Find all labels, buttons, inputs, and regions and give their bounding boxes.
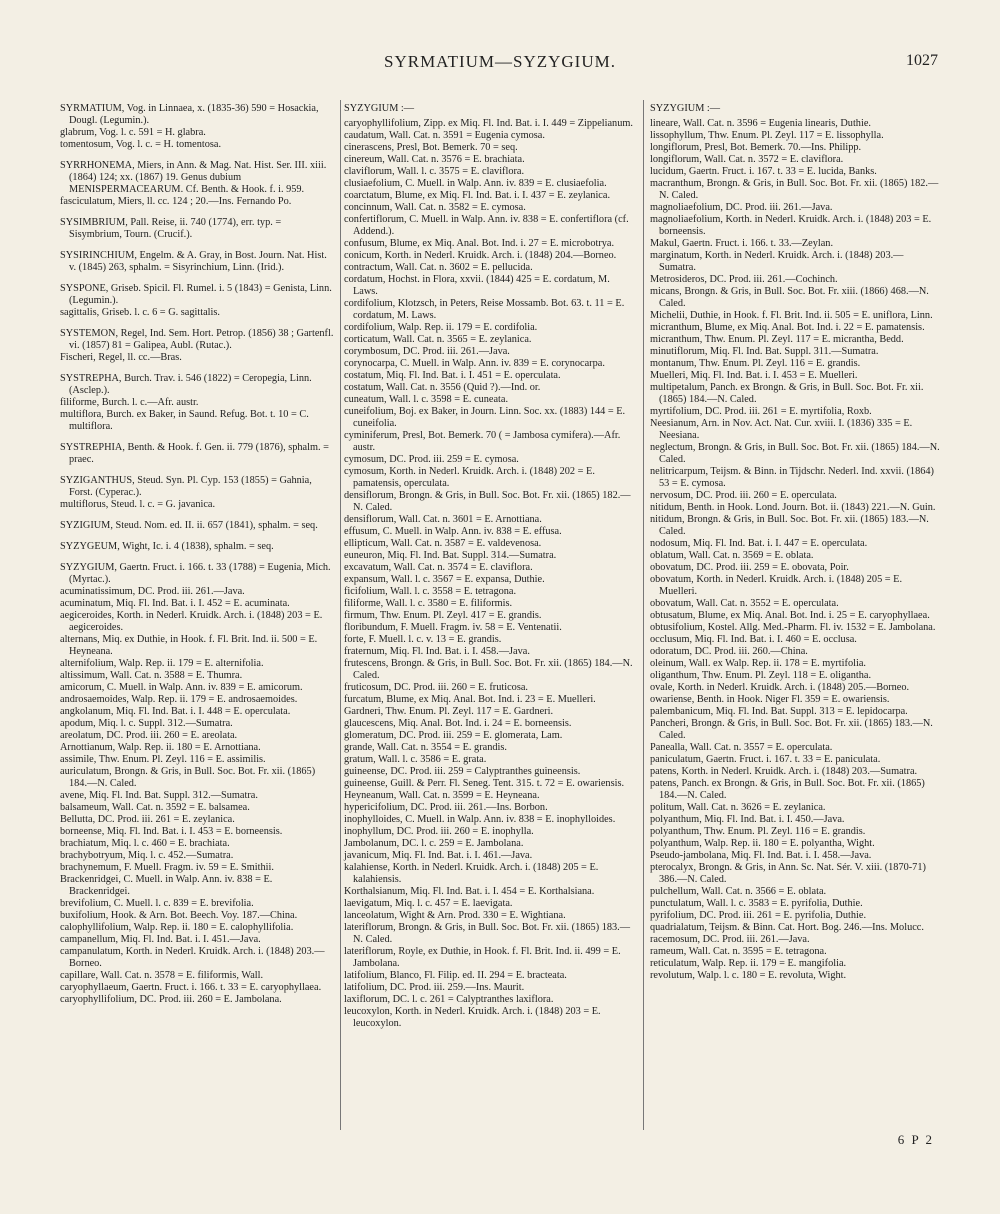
index-entry: capillare, Wall. Cat. n. 3578 = E. filiformis, Wall.	[60, 970, 264, 981]
index-entry: glaucescens, Miq. Anal. Bot. Ind. i. 24 = E. borneensis.	[344, 718, 572, 729]
index-entry: androsaemoides, Walp. Rep. ii. 179 = E. androsaemoides.	[60, 694, 298, 705]
index-entry: fasciculatum, Miers, ll. cc. 124 ; 20.—Ins. Fernando Po.	[60, 196, 292, 207]
index-entry: costatum, Wall. Cat. n. 3556 (Quid ?).—Ind. or.	[344, 382, 541, 393]
index-entry: oblatum, Wall. Cat. n. 3569 = E. oblata.	[650, 550, 814, 561]
column-middle	[344, 103, 634, 1030]
index-entry: SYZYGEUM, Wight, Ic. i. 4 (1838), sphalm. = seq.	[60, 541, 274, 552]
index-entry: patens, Korth. in Nederl. Kruidk. Arch. i. (1848) 203.—Sumatra.	[650, 766, 918, 777]
index-entry: contractum, Wall. Cat. n. 3602 = E. pellucida.	[344, 262, 533, 273]
index-entry: avene, Miq. Fl. Ind. Bat. Suppl. 312.—Sumatra.	[60, 790, 258, 801]
index-entry: SYZYGIUM :—	[650, 103, 721, 114]
index-entry: brachiatum, Miq. l. c. 460 = E. brachiata.	[60, 838, 230, 849]
index-entry: pyrifolium, DC. Prod. iii. 261 = E. pyrifolia, Duthie.	[650, 910, 867, 921]
index-entry: SYSTREPHA, Burch. Trav. i. 546 (1822) = Ceropegia, Linn. (Asclep.).	[60, 373, 312, 396]
index-entry: brachynemum, F. Muell. Fragm. iv. 59 = E. Smithii.	[60, 862, 274, 873]
index-entry: neglectum, Brongn. & Gris, in Bull. Soc. Bot. Fr. xii. (1865) 184.—N. Caled.	[650, 442, 940, 465]
index-entry: obovatum, Korth. in Nederl. Kruidk. Arch. i. (1848) 205 = E. Muelleri.	[650, 574, 903, 597]
index-entry: magnoliaefolium, Korth. in Nederl. Kruidk. Arch. i. (1848) 203 = E. borneensis.	[650, 214, 932, 237]
index-entry: areolatum, DC. Prod. iii. 260 = E. areolata.	[60, 730, 238, 741]
index-entry: inophylloides, C. Muell. in Walp. Ann. iv. 838 = E. inophylloides.	[344, 814, 616, 825]
index-entry: SYZYGIUM, Gaertn. Fruct. i. 166. t. 33 (1788) = Eugenia, Mich. (Myrtac.).	[60, 562, 331, 585]
index-entry: SYSIMBRIUM, Pall. Reise, ii. 740 (1774), err. typ. = Sisymbrium, Tourn. (Crucif.).	[60, 217, 282, 240]
index-entry: Neesianum, Arn. in Nov. Act. Nat. Cur. xviii. I. (1836) 335 = E. Neesiana.	[650, 418, 913, 441]
index-entry: Pancheri, Brongn. & Gris, in Bull. Soc. Bot. Fr. xii. (1865) 183.—N. Caled.	[650, 718, 933, 741]
index-entry: expansum, Wall. l. c. 3567 = E. expansa, Duthie.	[344, 574, 545, 585]
index-entry: caryophyllaeum, Gaertn. Fruct. i. 166. t. 33 = E. caryophyllaea.	[60, 982, 322, 993]
index-entry: SYRMATIUM, Vog. in Linnaea, x. (1835-36) 590 = Hosackia, Dougl. (Legumin.).	[60, 103, 319, 126]
index-entry: Korthalsianum, Miq. Fl. Ind. Bat. i. I. 454 = E. Korthalsiana.	[344, 886, 595, 897]
index-entry: Makul, Gaertn. Fruct. i. 166. t. 33.—Zeylan.	[650, 238, 834, 249]
index-entry: forte, F. Muell. l. c. v. 13 = E. grandis.	[344, 634, 502, 645]
index-entry: racemosum, DC. Prod. iii. 261.—Java.	[650, 934, 810, 945]
index-entry: leucoxylon, Korth. in Nederl. Kruidk. Arch. i. (1848) 203 = E. leucoxylon.	[344, 1006, 601, 1029]
index-entry: corymbosum, DC. Prod. iii. 261.—Java.	[344, 346, 510, 357]
index-entry: ellipticum, Wall. Cat. n. 3587 = E. valdevenosa.	[344, 538, 542, 549]
index-entry: hypericifolium, DC. Prod. iii. 261.—Ins. Borbon.	[344, 802, 548, 813]
index-entry: Heyneanum, Wall. Cat. n. 3599 = E. Heyneana.	[344, 790, 540, 801]
index-entry: excavatum, Wall. Cat. n. 3574 = E. claviflora.	[344, 562, 533, 573]
index-entry: micans, Brongn. & Gris, in Bull. Soc. Bot. Fr. xiii. (1866) 468.—N. Caled.	[650, 286, 929, 309]
index-entry: polyanthum, Walp. Rep. ii. 180 = E. polyantha, Wight.	[650, 838, 875, 849]
index-entry: occlusum, Miq. Fl. Ind. Bat. i. I. 460 = E. occlusa.	[650, 634, 857, 645]
index-entry: cymosum, Korth. in Nederl. Kruidk. Arch. i. (1848) 202 = E. pamatensis, operculata.	[344, 466, 595, 489]
index-entry: cuneifolium, Boj. ex Baker, in Journ. Linn. Soc. xx. (1883) 144 = E. cuneifolia.	[344, 406, 626, 429]
index-entry: SYSTREPHIA, Benth. & Hook. f. Gen. ii. 779 (1876), sphalm. = praec.	[60, 442, 329, 465]
index-entry: glomeratum, DC. Prod. iii. 259 = E. glomerata, Lam.	[344, 730, 563, 741]
index-entry: kalahiense, Korth. in Nederl. Kruidk. Arch. i. (1848) 205 = E. kalahiensis.	[344, 862, 599, 885]
index-entry: conicum, Korth. in Nederl. Kruidk. Arch. i. (1848) 204.—Borneo.	[344, 250, 617, 261]
index-entry: euneuron, Miq. Fl. Ind. Bat. Suppl. 314.—Sumatra.	[344, 550, 557, 561]
index-entry: macranthum, Brongn. & Gris, in Bull. Soc. Bot. Fr. xii. (1865) 182.—N. Caled.	[650, 178, 939, 201]
index-entry: obovatum, DC. Prod. iii. 259 = E. obovata, Poir.	[650, 562, 849, 573]
index-entry: acuminatum, Miq. Fl. Ind. Bat. i. I. 452 = E. acuminata.	[60, 598, 290, 609]
index-entry: Bellutta, DC. Prod. iii. 261 = E. zeylanica.	[60, 814, 235, 825]
index-entry: lateriflorum, Royle, ex Duthie, in Hook. f. Fl. Brit. Ind. ii. 499 = E. Jambolana.	[344, 946, 621, 969]
index-entry: effusum, C. Muell. in Walp. Ann. iv. 838 = E. effusa.	[344, 526, 562, 537]
index-entry: gratum, Wall. l. c. 3586 = E. grata.	[344, 754, 487, 765]
index-entry: costatum, Miq. Fl. Ind. Bat. i. I. 451 = E. operculata.	[344, 370, 561, 381]
column-left	[60, 103, 335, 1006]
column-right	[650, 103, 940, 982]
index-entry: fraternum, Miq. Fl. Ind. Bat. i. I. 458.—Java.	[344, 646, 530, 657]
column-divider	[643, 100, 644, 1130]
index-entry: longiflorum, Presl, Bot. Bemerk. 70.—Ins. Philipp.	[650, 142, 862, 153]
index-entry: caryophyllifolium, Zipp. ex Miq. Fl. Ind. Bat. i. I. 449 = Zippelianum.	[344, 118, 633, 129]
index-entry: claviflorum, Wall. l. c. 3575 = E. claviflora.	[344, 166, 525, 177]
index-entry: montanum, Thw. Enum. Pl. Zeyl. 116 = E. grandis.	[650, 358, 861, 369]
index-entry: lucidum, Gaertn. Fruct. i. 167. t. 33 = E. lucida, Banks.	[650, 166, 877, 177]
page-number: 1027	[906, 52, 938, 69]
index-entry: multipetalum, Panch. ex Brongn. & Gris, in Bull. Soc. Bot. Fr. xii. (1865) 184.—N. Caled.	[650, 382, 924, 405]
index-entry: revolutum, Walp. l. c. 180 = E. revoluta, Wight.	[650, 970, 847, 981]
index-entry: cinerascens, Presl, Bot. Bemerk. 70 = seq.	[344, 142, 518, 153]
index-entry: minutiflorum, Miq. Fl. Ind. Bat. Suppl. 311.—Sumatra.	[650, 346, 879, 357]
index-entry: latifolium, Blanco, Fl. Filip. ed. II. 294 = E. bracteata.	[344, 970, 567, 981]
index-entry: rameum, Wall. Cat. n. 3595 = E. tetragona.	[650, 946, 827, 957]
index-entry: Jambolanum, DC. l. c. 259 = E. Jambolana.	[344, 838, 524, 849]
index-entry: brachybotryum, Miq. l. c. 452.—Sumatra.	[60, 850, 234, 861]
index-entry: nervosum, DC. Prod. iii. 260 = E. operculata.	[650, 490, 837, 501]
index-entry: SYZIGANTHUS, Steud. Syn. Pl. Cyp. 153 (1855) = Gahnia, Forst. (Cyperac.).	[60, 475, 312, 498]
signature-mark: 6 P 2	[897, 1132, 934, 1147]
index-entry: owariense, Benth. in Hook. Niger Fl. 359 = E. owariensis.	[650, 694, 890, 705]
index-entry: assimile, Thw. Enum. Pl. Zeyl. 116 = E. assimilis.	[60, 754, 266, 765]
running-title: SYRMATIUM—SYZYGIUM.	[384, 52, 616, 71]
index-entry: cymosum, DC. Prod. iii. 259 = E. cymosa.	[344, 454, 519, 465]
index-entry: polyanthum, Miq. Fl. Ind. Bat. i. I. 450.—Java.	[650, 814, 845, 825]
index-entry: Fischeri, Regel, ll. cc.—Bras.	[60, 352, 182, 363]
index-entry: obtusifolium, Kostel. Allg. Med.-Pharm. Fl. iv. 1532 = E. Jambolana.	[650, 622, 936, 633]
index-entry: campanulatum, Korth. in Nederl. Kruidk. Arch. i. (1848) 203.—Borneo.	[60, 946, 325, 969]
index-entry: myrtifolium, DC. Prod. iii. 261 = E. myrtifolia, Roxb.	[650, 406, 872, 417]
index-entry: campanellum, Miq. Fl. Ind. Bat. i. I. 451.—Java.	[60, 934, 261, 945]
index-entry: glabrum, Vog. l. c. 591 = H. glabra.	[60, 127, 206, 138]
index-entry: frutescens, Brongn. & Gris, in Bull. Soc. Bot. Fr. xii. (1865) 184.—N. Caled.	[344, 658, 633, 681]
index-entry: obovatum, Wall. Cat. n. 3552 = E. operculata.	[650, 598, 839, 609]
index-entry: SYSPONE, Griseb. Spicil. Fl. Rumel. i. 5 (1843) = Genista, Linn. (Legumin.).	[60, 283, 332, 306]
index-entry: marginatum, Korth. in Nederl. Kruidk. Arch. i. (1848) 203.—Sumatra.	[650, 250, 904, 273]
index-entry: SYSIRINCHIUM, Engelm. & A. Gray, in Bost. Journ. Nat. Hist. v. (1845) 263, sphalm. = Sisyrinchium, Linn. (Irid.).	[60, 250, 327, 273]
index-entry: concinnum, Wall. Cat. n. 3582 = E. cymosa.	[344, 202, 526, 213]
index-entry: laevigatum, Miq. l. c. 457 = E. laevigata.	[344, 898, 513, 909]
index-entry: inophyllum, DC. Prod. iii. 260 = E. inophylla.	[344, 826, 534, 837]
index-entry: confusum, Blume, ex Miq. Anal. Bot. Ind. i. 27 = E. microbotrya.	[344, 238, 615, 249]
index-entry: Muelleri, Miq. Fl. Ind. Bat. i. I. 453 = E. Muelleri.	[650, 370, 858, 381]
index-entry: palembanicum, Miq. Fl. Ind. Bat. Suppl. 313 = E. lepidocarpa.	[650, 706, 908, 717]
index-entry: nitidum, Benth. in Hook. Lond. Journ. Bot. ii. (1843) 221.—N. Guin.	[650, 502, 936, 513]
index-entry: SYSTEMON, Regel, Ind. Sem. Hort. Petrop. (1856) 38 ; Gartenfl. vi. (1857) 81 = Galipea, Aubl. (Rutac.).	[60, 328, 334, 351]
index-entry: SYZYGIUM :—	[344, 103, 415, 114]
index-entry: caryophyllifolium, DC. Prod. iii. 260 = E. Jambolana.	[60, 994, 282, 1005]
page-header	[0, 52, 1000, 78]
index-entry: cinereum, Wall. Cat. n. 3576 = E. brachiata.	[344, 154, 525, 165]
index-entry: SYZIGIUM, Steud. Nom. ed. II. ii. 657 (1841), sphalm. = seq.	[60, 520, 318, 531]
index-entry: floribundum, F. Muell. Fragm. iv. 58 = E. Ventenatii.	[344, 622, 562, 633]
index-entry: polyanthum, Thw. Enum. Pl. Zeyl. 116 = E. grandis.	[650, 826, 866, 837]
index-entry: balsameum, Wall. Cat. n. 3592 = E. balsamea.	[60, 802, 250, 813]
index-entry: nelitricarpum, Teijsm. & Binn. in Tijdschr. Nederl. Ind. xxvii. (1864) 53 = E. cymosa.	[650, 466, 934, 489]
index-entry: aegiceroides, Korth. in Nederl. Kruidk. Arch. i. (1848) 203 = E. aegiceroides.	[60, 610, 323, 633]
index-entry: fruticosum, DC. Prod. iii. 260 = E. fruticosa.	[344, 682, 528, 693]
index-entry: pulchellum, Wall. Cat. n. 3566 = E. oblata.	[650, 886, 827, 897]
index-entry: politum, Wall. Cat. n. 3626 = E. zeylanica.	[650, 802, 826, 813]
index-entry: cyminiferum, Presl, Bot. Bemerk. 70 ( = Jambosa cymifera).—Afr. austr.	[344, 430, 621, 453]
index-entry: pterocalyx, Brongn. & Gris, in Ann. Sc. Nat. Sér. V. xiii. (1870-71) 386.—N. Caled.	[650, 862, 926, 885]
index-entry: angkolanum, Miq. Fl. Ind. Bat. i. I. 448 = E. operculata.	[60, 706, 291, 717]
index-entry: filiforme, Burch. l. c.—Afr. austr.	[60, 397, 199, 408]
index-entry: cuneatum, Wall. l. c. 3598 = E. cuneata.	[344, 394, 509, 405]
index-entry: apodum, Miq. l. c. Suppl. 312.—Sumatra.	[60, 718, 233, 729]
index-entry: Gardneri, Thw. Enum. Pl. Zeyl. 117 = E. Gardneri.	[344, 706, 554, 717]
index-entry: densiflorum, Brongn. & Gris, in Bull. Soc. Bot. Fr. xii. (1865) 182.—N. Caled.	[344, 490, 631, 513]
index-entry: guineense, DC. Prod. iii. 259 = Calyptranthes guineensis.	[344, 766, 581, 777]
index-entry: javanicum, Miq. Fl. Ind. Bat. i. I. 461.—Java.	[344, 850, 533, 861]
index-entry: confertiflorum, C. Muell. in Walp. Ann. iv. 838 = E. confertiflora (cf. Addend.).	[344, 214, 629, 237]
index-entry: coarctatum, Blume, ex Miq. Fl. Ind. Bat. i. I. 437 = E. zeylanica.	[344, 190, 611, 201]
index-entry: oleinum, Wall. ex Walp. Rep. ii. 178 = E. myrtifolia.	[650, 658, 866, 669]
index-entry: patens, Panch. ex Brongn. & Gris, in Bull. Soc. Bot. Fr. xii. (1865) 184.—N. Caled.	[650, 778, 925, 801]
index-entry: tomentosum, Vog. l. c. = H. tomentosa.	[60, 139, 222, 150]
index-entry: densiflorum, Wall. Cat. n. 3601 = E. Arnottiana.	[344, 514, 542, 525]
index-entry: paniculatum, Gaertn. Fruct. i. 167. t. 33 = E. paniculata.	[650, 754, 881, 765]
index-entry: ficifolium, Wall. l. c. 3558 = E. tetragona.	[344, 586, 517, 597]
index-entry: cordifolium, Walp. Rep. ii. 179 = E. cordifolia.	[344, 322, 538, 333]
index-entry: longiflorum, Wall. Cat. n. 3572 = E. claviflora.	[650, 154, 844, 165]
index-entry: multiflorus, Steud. l. c. = G. javanica.	[60, 499, 216, 510]
index-entry: amicorum, C. Muell. in Walp. Ann. iv. 839 = E. amicorum.	[60, 682, 303, 693]
index-entry: grande, Wall. Cat. n. 3554 = E. grandis.	[344, 742, 507, 753]
index-entry: SYRRHONEMA, Miers, in Ann. & Mag. Nat. Hist. Ser. III. xiii. (1864) 124; xx. (1867) 19. Genus dubium MENISPERMACEARUM. Cf. Benth. & Hook. f. i. 959.	[60, 160, 327, 195]
index-entry: obtusatum, Blume, ex Miq. Anal. Bot. Ind. i. 25 = E. caryophyllaea.	[650, 610, 930, 621]
index-entry: nitidum, Brongn. & Gris, in Bull. Soc. Bot. Fr. xii. (1865) 183.—N. Caled.	[650, 514, 929, 537]
index-entry: Metrosideros, DC. Prod. iii. 261.—Cochinch.	[650, 274, 838, 285]
index-entry: furcatum, Blume, ex Miq. Anal. Bot. Ind. i. 23 = E. Muelleri.	[344, 694, 596, 705]
index-entry: lanceolatum, Wight & Arn. Prod. 330 = E. Wightiana.	[344, 910, 566, 921]
index-entry: filiforme, Wall. l. c. 3580 = E. filiformis.	[344, 598, 513, 609]
index-entry: quadrialatum, Teijsm. & Binn. Cat. Hort. Bog. 246.—Ins. Molucc.	[650, 922, 924, 933]
index-entry: guineense, Guill. & Perr. Fl. Seneg. Tent. 315. t. 72 = E. owariensis.	[344, 778, 625, 789]
index-entry: caudatum, Wall. Cat. n. 3591 = Eugenia cymosa.	[344, 130, 545, 141]
index-entry: oliganthum, Thw. Enum. Pl. Zeyl. 118 = E. oligantha.	[650, 670, 872, 681]
index-entry: ovale, Korth. in Nederl. Kruidk. Arch. i. (1848) 205.—Borneo.	[650, 682, 910, 693]
index-entry: corynocarpa, C. Muell. in Walp. Ann. iv. 839 = E. corynocarpa.	[344, 358, 605, 369]
index-entry: borneense, Miq. Fl. Ind. Bat. i. I. 453 = E. borneensis.	[60, 826, 283, 837]
index-entry: alternifolium, Walp. Rep. ii. 179 = E. alternifolia.	[60, 658, 264, 669]
index-entry: altissimum, Wall. Cat. n. 3588 = E. Thumra.	[60, 670, 243, 681]
index-entry: firmum, Thw. Enum. Pl. Zeyl. 417 = E. grandis.	[344, 610, 542, 621]
index-entry: Pseudo-jambolana, Miq. Fl. Ind. Bat. i. I. 458.—Java.	[650, 850, 872, 861]
index-entry: clusiaefolium, C. Muell. in Walp. Ann. iv. 839 = E. clusiaefolia.	[344, 178, 607, 189]
index-entry: cordifolium, Klotzsch, in Peters, Reise Mossamb. Bot. 63. t. 11 = E. cordatum, M. Laws.	[344, 298, 625, 321]
index-entry: brevifolium, C. Muell. l. c. 839 = E. brevifolia.	[60, 898, 254, 909]
index-entry: calophyllifolium, Walp. Rep. ii. 180 = E. calophyllifolia.	[60, 922, 294, 933]
index-entry: lissophyllum, Thw. Enum. Pl. Zeyl. 117 = E. lissophylla.	[650, 130, 884, 141]
index-entry: reticulatum, Walp. Rep. ii. 179 = E. mangifolia.	[650, 958, 847, 969]
index-entry: sagittalis, Griseb. l. c. 6 = G. sagittalis.	[60, 307, 220, 318]
index-entry: corticatum, Wall. Cat. n. 3565 = E. zeylanica.	[344, 334, 532, 345]
index-entry: nodosum, Miq. Fl. Ind. Bat. i. I. 447 = E. operculata.	[650, 538, 868, 549]
index-entry: odoratum, DC. Prod. iii. 260.—China.	[650, 646, 808, 657]
column-divider	[340, 100, 341, 1130]
index-entry: magnoliaefolium, DC. Prod. iii. 261.—Java.	[650, 202, 833, 213]
index-entry: cordatum, Hochst. in Flora, xxvii. (1844) 425 = E. cordatum, M. Laws.	[344, 274, 610, 297]
index-entry: buxifolium, Hook. & Arn. Bot. Beech. Voy. 187.—China.	[60, 910, 298, 921]
index-entry: acuminatissimum, DC. Prod. iii. 261.—Java.	[60, 586, 245, 597]
index-entry: micranthum, Thw. Enum. Pl. Zeyl. 117 = E. micrantha, Bedd.	[650, 334, 904, 345]
index-entry: Arnottianum, Walp. Rep. ii. 180 = E. Arnottiana.	[60, 742, 261, 753]
index-entry: latifolium, DC. Prod. iii. 259.—Ins. Maurit.	[344, 982, 525, 993]
index-entry: Panealla, Wall. Cat. n. 3557 = E. operculata.	[650, 742, 833, 753]
index-entry: lineare, Wall. Cat. n. 3596 = Eugenia linearis, Duthie.	[650, 118, 871, 129]
index-entry: auriculatum, Brongn. & Gris, in Bull. Soc. Bot. Fr. xii. (1865) 184.—N. Caled.	[60, 766, 316, 789]
index-entry: Michelii, Duthie, in Hook. f. Fl. Brit. Ind. ii. 505 = E. uniflora, Linn.	[650, 310, 933, 321]
index-entry: lateriflorum, Brongn. & Gris, in Bull. Soc. Bot. Fr. xii. (1865) 183.—N. Caled.	[344, 922, 631, 945]
index-entry: alternans, Miq. ex Duthie, in Hook. f. Fl. Brit. Ind. ii. 500 = E. Heyneana.	[60, 634, 318, 657]
index-entry: laxiflorum, DC. l. c. 261 = Calyptranthes laxiflora.	[344, 994, 554, 1005]
index-entry: Brackenridgei, C. Muell. in Walp. Ann. iv. 838 = E. Brackenridgei.	[60, 874, 273, 897]
index-entry: punctulatum, Wall. l. c. 3583 = E. pyrifolia, Duthie.	[650, 898, 863, 909]
index-entry: multiflora, Burch. ex Baker, in Saund. Refug. Bot. t. 10 = C. multiflora.	[60, 409, 309, 432]
index-entry: micranthum, Blume, ex Miq. Anal. Bot. Ind. i. 22 = E. pamatensis.	[650, 322, 925, 333]
